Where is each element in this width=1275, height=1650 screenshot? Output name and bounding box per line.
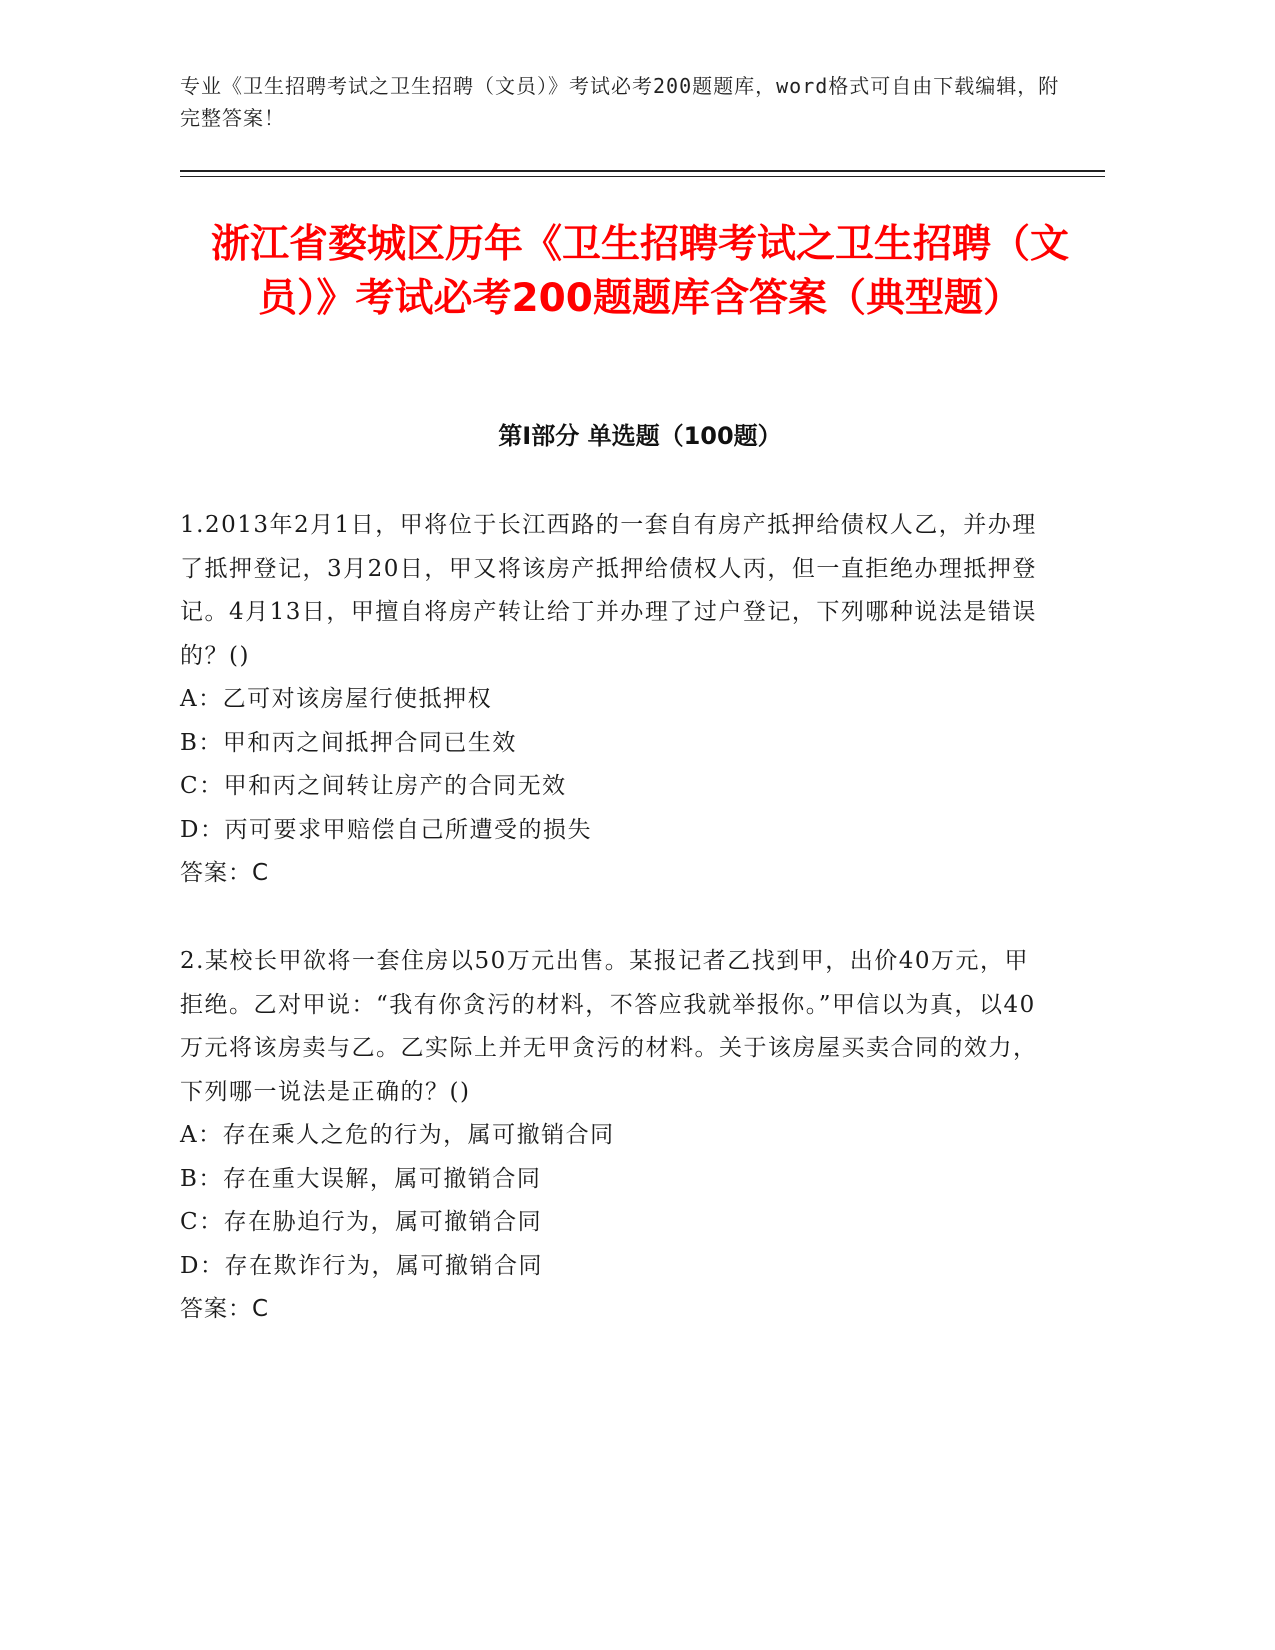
option-a: A：存在乘人之危的行为，属可撤销合同: [180, 1122, 615, 1148]
question-block: [180, 940, 1040, 1332]
header-divider-thin: [180, 176, 1105, 177]
document-title: 浙江省婺城区历年《卫生招聘考试之卫生招聘（文员）》考试必考200题题库含答案（典型题）: [210, 222, 1069, 321]
option-d: D：存在欺诈行为，属可撤销合同: [180, 1252, 543, 1279]
option-c: C：存在胁迫行为，属可撤销合同: [180, 1209, 543, 1235]
option-c: C：甲和丙之间转让房产的合同无效: [180, 773, 567, 799]
header-divider-thick: [180, 170, 1105, 172]
option-a: A：乙可对该房屋行使抵押权: [180, 686, 493, 712]
answer-line: 答案：C: [180, 860, 270, 886]
header-note: 专业《卫生招聘考试之卫生招聘（文员）》考试必考200题题库，word格式可自由下载编辑，附完整答案！: [180, 74, 1060, 130]
question-stem: 1.2013年2月1日，甲将位于长江西路的一套自有房产抵押给债权人乙，并办理了抵押登记，3月20日，甲又将该房产抵押给债权人丙，但一直拒绝办理抵押登记。4月13日，甲擅自将房产转让给丁并办理了过户登记，下列哪种说法是错误的？(): [180, 512, 1037, 669]
option-b: B：甲和丙之间抵押合同已生效: [180, 729, 517, 756]
section-heading: 第Ⅰ部分 单选题（100题）: [498, 422, 782, 450]
option-d: D：丙可要求甲赔偿自己所遭受的损失: [180, 816, 592, 843]
answer-line: 答案：C: [180, 1296, 270, 1322]
question-block: [180, 504, 1040, 896]
option-b: B：存在重大误解，属可撤销合同: [180, 1165, 542, 1192]
question-stem: 2.某校长甲欲将一套住房以50万元出售。某报记者乙找到甲，出价40万元，甲拒绝。乙对甲说：“我有你贪污的材料，不答应我就举报你。”甲信以为真，以40万元将该房卖与乙。乙实际上并无甲贪污的材料。关于该房屋买卖合同的效力，下列哪一说法是正确的？(): [180, 948, 1038, 1105]
